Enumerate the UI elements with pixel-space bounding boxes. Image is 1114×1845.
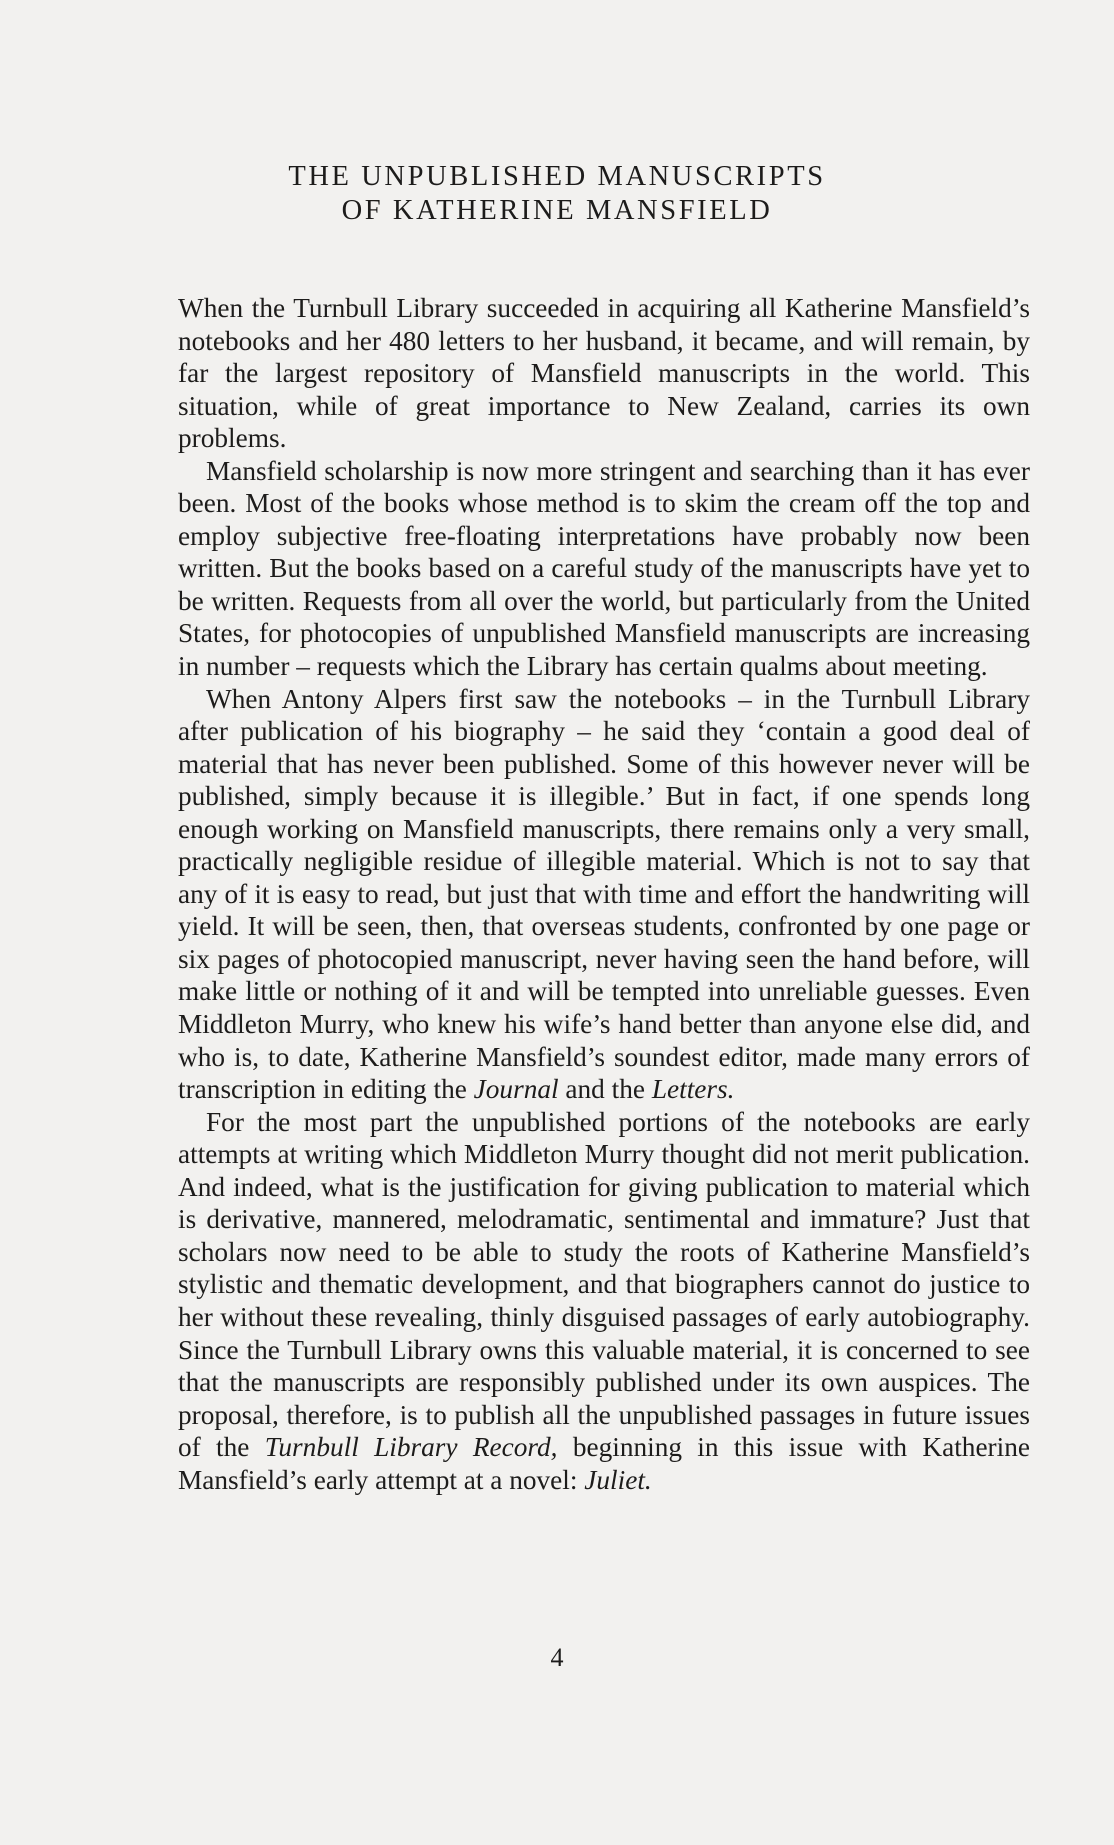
article-body xyxy=(178,292,1030,1496)
page-number: 4 xyxy=(550,1643,564,1672)
italic-title-run: Journal xyxy=(473,1074,559,1105)
italic-title-run: Letters. xyxy=(651,1074,735,1105)
paragraph-3 xyxy=(178,683,1030,1106)
italic-title-run: Turnbull Library Record, xyxy=(264,1432,558,1463)
text-run: When the Turnbull Library succeeded in acquiring all Katherine Mansfield’s notebooks and her 480 letters to her husband, it became, and will remain, by far the largest repository of Mansfield manuscripts in the world. This situation, while of great importance to New Zealand, carries its own problems. xyxy=(178,293,1030,454)
paragraph-2 xyxy=(178,455,1030,683)
text-run: Mansfield scholarship is now more stringent and searching than it has ever been. Most of the books whose method is to skim the cream off the top and employ subjective free-floating interpretations have probably now been written. But the books based on a careful study of the manuscripts have yet to be written. Requests from all over the world, but particularly from the United States, for photocopies of unpublished Mansfield manuscripts are increasing in number – requests which the Library has certain qualms about meeting. xyxy=(178,455,1030,682)
text-run: When Antony Alpers first saw the notebooks – in the Turnbull Library after publication of his biography – he said they ‘contain a good deal of material that has never been published. Some of this however never will be published, simply because it is illegible.’ But in fact, if one spends long enough working on Mansfield manuscripts, there remains only a very small, practically negligible residue of illegible material. Which is not to say that any of it is easy to read, but just that with time and effort the handwriting will yield. It will be seen, then, that overseas students, confronted by one page or six pages of photocopied manuscript, never having seen the hand before, will make little or nothing of it and will be tempted into unreliable guesses. Even Middleton Murry, who knew his wife’s hand better than anyone else did, and who is, to date, Katherine Mansfield’s soundest editor, made many errors of transcription in editing the xyxy=(178,683,1030,1105)
italic-title-run: Juliet. xyxy=(584,1464,652,1495)
article-title-line-2: OF KATHERINE MANSFIELD xyxy=(341,195,773,226)
paragraph-1 xyxy=(178,292,1030,455)
text-run: For the most part the unpublished portions of the notebooks are early attempts at writing which Middleton Murry thought did not merit publication. And indeed, what is the justification for giving publication to material which is derivative, mannered, melodramatic, sentimental and immature? Just that scholars now need to be able to study the roots of Katherine Mansfield’s stylistic and thematic development, and that biographers cannot do justice to her without these revealing, thinly disguised passages of early autobiography. Since the Turnbull Library owns this valuable material, it is concerned to see that the manuscripts are responsibly published under its own auspices. The proposal, therefore, is to publish all the unpublished passages in future issues of the xyxy=(178,1106,1030,1463)
text-run: and the xyxy=(558,1074,652,1105)
paragraph-4 xyxy=(178,1106,1030,1497)
text-run: beginning in this issue with Katherine Mansfield’s early attempt at a novel: xyxy=(178,1432,1030,1495)
article-title-line-1: THE UNPUBLISHED MANUSCRIPTS xyxy=(288,161,826,192)
